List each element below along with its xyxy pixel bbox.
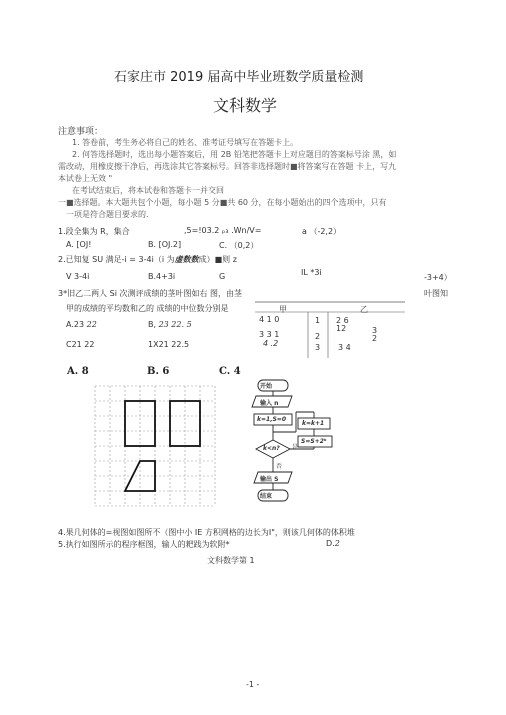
q4-option-c: C. 4 <box>219 366 241 377</box>
q5-stem: 5.执行如图所示的程序框图，输人的耙践为软附* <box>58 540 230 549</box>
flow-init-label: k=1,S=0 <box>257 416 286 423</box>
q4-option-b: B. 6 <box>147 366 170 377</box>
stem-leaf-row3-left: 4 .2 <box>263 339 279 348</box>
q5-option-d <box>326 539 340 548</box>
q3-option-c: C21 22 <box>66 340 95 349</box>
q5-option-d-hw: 2 <box>334 539 340 548</box>
q3-option-a-hw: 22 <box>86 320 97 329</box>
stem-leaf-plot <box>255 286 405 371</box>
stem-leaf-row1-right: 2 6 <box>336 316 349 325</box>
flow-yes-label: 是 <box>292 444 299 451</box>
q1-option-d: a （-2,2） <box>302 227 342 236</box>
q4-option-a: A. 8 <box>67 366 89 377</box>
q2-option-b: B.4+3i <box>148 272 176 281</box>
q1-option-c: C. （0,2） <box>219 241 259 250</box>
q3-stem-line-2: 甲的成绩的平均数和乙的 成绩的中位数分别是 <box>66 304 229 313</box>
flow-update-label: S=S+2ᵏ <box>301 438 327 445</box>
q3-option-b-hw: 23 22. 5 <box>158 320 192 329</box>
section-1-intro-b: 一项是符合题目要求的. <box>66 210 149 219</box>
q2-option-a: V 3-4i <box>66 272 90 281</box>
stem-leaf-head-right: 乙 <box>360 305 368 314</box>
stem-leaf-row1-right-2: 12 <box>336 324 347 333</box>
notice-line-1: 1. 答卷前，考生务必将自己的姓名、准考证号填写在答题卡上。 <box>72 138 299 147</box>
flow-no-label: 否 <box>276 463 283 470</box>
stem-leaf-head-left: 甲 <box>279 305 287 314</box>
flowchart <box>230 378 340 528</box>
q3-option-a-label: A.23 <box>66 320 85 329</box>
flow-inc-label: k=k+1 <box>302 420 325 427</box>
three-view-figure <box>93 384 217 512</box>
q3-option-b-label: B, <box>148 320 157 329</box>
stem-leaf-row2-stem: 2 <box>315 332 321 341</box>
flowchart-svg <box>230 378 340 528</box>
q1-stem-mid: ,5=!03.2 ₚ₃ .Wn/V= <box>184 226 262 235</box>
stem-leaf-row2-right-2: 2 <box>372 334 378 343</box>
flow-end-label: 结束 <box>260 493 273 500</box>
flow-output-label: 输出 S <box>260 476 279 483</box>
notice-line-2c: 本试卷上无效 " <box>58 174 113 183</box>
q2-stem-end: 成）■则 z <box>198 255 237 264</box>
exam-subtitle: 文科数学 <box>213 96 278 115</box>
q4-stem: 4.果几何体的=视图如图所不（图中小 IE 方积网格的边长为I"，则该几何体的体积堆 <box>58 528 355 537</box>
stem-leaf-svg <box>255 286 405 371</box>
q5-option-d-label: D. <box>326 539 335 548</box>
stem-leaf-row3-right: 3 4 <box>338 343 351 352</box>
page-number: -1 - <box>246 680 260 689</box>
q3-option-b <box>148 320 192 329</box>
three-view-grid <box>93 384 217 512</box>
q2-option-c: G <box>219 272 226 281</box>
notice-line-3: 在考试结束后，将本试卷和答题卡一并交回 <box>72 186 224 195</box>
notice-heading: 注意事项： <box>58 127 104 137</box>
section-1-intro-a: 一■选择题。本大题共包个小题，每小题 5 分■共 60 分，在每小题始出的四个选项中，只有 <box>58 198 387 207</box>
q3-stem-right: 叶图知 <box>424 289 448 298</box>
q2-stem-bold: 虚数数 <box>174 255 199 264</box>
q2-stem-line <box>58 254 237 265</box>
page-caption: 文科数学第 1 <box>207 556 255 565</box>
q1-option-a: A. [OJ! <box>66 240 92 249</box>
q2-option-right: -3+4） <box>424 273 452 282</box>
q2-stem: 2.已知复 SU 满足-i = 3-4i（i 为 <box>58 255 175 264</box>
flow-input-label: 输入 n <box>260 400 279 407</box>
q3-option-a <box>66 320 97 329</box>
q3-option-d: 1X21 22.5 <box>148 340 190 349</box>
q3-stem-line-1: 3*旧乙二两人 Si 次测评成绩的茎叶图如右 图，由茎 <box>58 289 243 298</box>
q1-stem: 1.段全集为 R，集合 <box>58 227 130 236</box>
stem-leaf-row1-stem: 1 <box>315 316 321 325</box>
q2-option-d: IL *3i <box>301 268 322 277</box>
notice-line-2b: 需改动，用橡皮擦干净后，再选涂其它答案标号。回答非选择题时■将答案写在答题 卡上，写九 <box>58 162 397 171</box>
flow-cond-label: k<n? <box>263 445 280 452</box>
stem-leaf-row1-left: 4 1 0 <box>259 315 280 324</box>
exam-title: 石家庄市 2019 届高中毕业班数学质量检测 <box>114 70 364 85</box>
stem-leaf-row2-left: 3 3 1 <box>259 330 280 339</box>
stem-leaf-row3-stem: 3 <box>315 343 321 352</box>
notice-line-2a: 2. 何答选择题时，选出每小题答案后，用 2B 铅笔把答题卡上对应题目的答案标号涂 黑，如 <box>72 150 397 159</box>
stem-leaf-row2-right: 3 <box>372 326 378 335</box>
flow-start-label: 开始 <box>260 383 273 390</box>
q1-option-b: B. [OJ.2] <box>148 240 182 249</box>
